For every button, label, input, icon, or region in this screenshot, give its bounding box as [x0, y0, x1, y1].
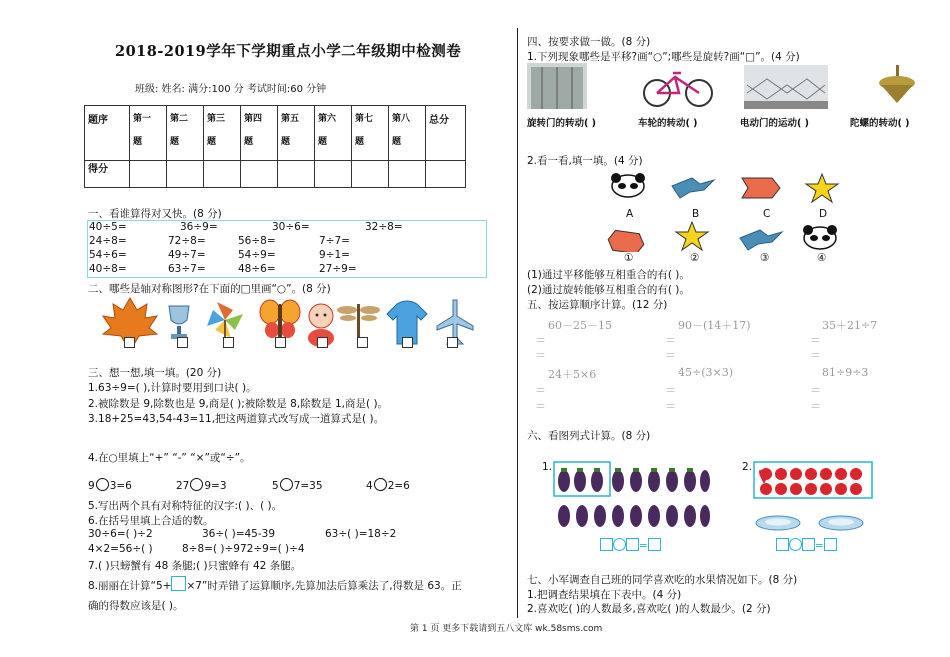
figure-label: C: [763, 208, 771, 220]
butterfly-icon: [260, 300, 300, 338]
calc-item: 40÷8=: [89, 263, 127, 275]
calc-item: 7÷7=: [319, 235, 350, 247]
calc-item: 72÷8=: [168, 235, 206, 247]
electric-gate-icon: [744, 65, 828, 109]
fill-item: 63÷( )=18÷2: [325, 528, 397, 540]
page-footer: 第 1 页 更多下载请到五八文库 wk.58sms.com: [410, 624, 603, 634]
question-7-1: 1.把调查结果填在下表中。(4 分): [527, 589, 682, 601]
score-cell[interactable]: [241, 161, 278, 188]
eggplant-picture: [540, 450, 710, 534]
answer-box[interactable]: [317, 337, 328, 348]
calc-item: 54÷6=: [89, 249, 127, 261]
score-header-cell: 题序: [85, 106, 130, 161]
figure-label: ②: [690, 252, 700, 264]
order-expression: 60－25－15: [548, 319, 612, 332]
equals-sign: ＝: [810, 400, 821, 413]
equals-sign: ＝: [535, 384, 546, 397]
equals-sign: ＝: [665, 384, 676, 397]
figure-label: B: [692, 208, 700, 220]
score-header-cell: 第六 题: [315, 106, 352, 161]
bicycle-icon: [644, 73, 712, 106]
question-3-4: 4.在○里填上“+” “-” “×”或“÷”。: [88, 452, 251, 464]
strawberry-picture: [748, 456, 878, 536]
operator-row: 5 7=35: [272, 480, 323, 492]
question-3-7: 7.( )只螃蟹有 48 条腿;( )只蜜蜂有 42 条腿。: [88, 560, 302, 572]
figure-label: ③: [760, 252, 770, 264]
page-title: 2018-2019学年下学期重点小学二年级期中检测卷: [115, 43, 462, 60]
score-header-cell: 第四 题: [241, 106, 278, 161]
operator-circle[interactable]: [613, 538, 626, 551]
section5-heading: 五、按运算顺序计算。(12 分): [527, 299, 668, 311]
score-header-cell: 第一 题: [130, 106, 167, 161]
figure-label: D: [819, 208, 828, 220]
operator-circle[interactable]: [96, 478, 109, 491]
answer-box[interactable]: [626, 538, 639, 551]
answer-box[interactable]: [357, 337, 368, 348]
calc-item: 27÷9=: [319, 263, 357, 275]
calc-item: 30÷6=: [272, 221, 310, 233]
equals-sign: ＝: [665, 349, 676, 362]
score-cell[interactable]: [389, 161, 426, 188]
equals-sign: ＝: [665, 334, 676, 347]
section6-heading: 六、看图列式计算。(8 分): [527, 430, 651, 442]
calc-item: 40÷5=: [89, 221, 127, 233]
transform-figures: [600, 172, 850, 252]
score-cell[interactable]: [130, 161, 167, 188]
operator-circle[interactable]: [789, 538, 802, 551]
symmetry-figures: [95, 296, 485, 352]
answer-box[interactable]: [223, 337, 234, 348]
order-expression: 24＋5×6: [548, 368, 597, 381]
calc-item: 32÷8=: [365, 221, 403, 233]
calc-item: 36÷9=: [180, 221, 218, 233]
score-cell[interactable]: [352, 161, 389, 188]
answer-box[interactable]: [824, 538, 837, 551]
star-icon: [676, 222, 708, 250]
operator-row: 27 9=3: [176, 480, 227, 492]
score-table: [84, 105, 466, 188]
equals-sign: ＝: [810, 384, 821, 397]
motion-label: 陀螺的转动( ): [850, 118, 910, 129]
score-header-cell: 第三 题: [204, 106, 241, 161]
calc-item: 56÷8=: [238, 235, 276, 247]
score-cell[interactable]: [278, 161, 315, 188]
fill-translation: (1)通过平移能够互相重合的有( )。: [527, 269, 690, 281]
answer-box[interactable]: [648, 538, 661, 551]
trophy-icon: [169, 306, 189, 339]
section3-heading: 三、想一想,填一填。(20 分): [88, 367, 222, 379]
section2-heading: 二、哪些是轴对称图形?在下面的□里画“○”。(8 分): [88, 283, 331, 295]
operator-circle[interactable]: [190, 478, 203, 491]
motion-label: 旋转门的转动( ): [527, 118, 596, 129]
question-3-8-cont: 确的得数应该是( )。: [88, 600, 184, 612]
score-cell[interactable]: [167, 161, 204, 188]
bird-icon: [672, 178, 714, 198]
operator-circle[interactable]: [374, 478, 387, 491]
question-4-2: 2.看一看,填一填。(4 分): [527, 155, 643, 167]
equals-sign: ＝: [665, 400, 676, 413]
question-3-3: 3.18+25=43,54-43=11,把这两道算式改写成一道算式是( )。: [88, 413, 385, 425]
revolving-door-icon: [527, 63, 587, 109]
spinning-top-icon: [879, 65, 915, 103]
eggplant-icon: [558, 470, 710, 527]
figure-label: ④: [817, 252, 827, 264]
section7-heading: 七、小军调查自己班的同学喜欢吃的水果情况如下。(8 分): [527, 574, 798, 586]
question-3-8: 8.丽丽在计算“5+ ×7”时弄错了运算顺序,先算加法后算乘法了,得数是 63。正: [88, 576, 462, 593]
equals-sign: ＝: [535, 334, 546, 347]
equation-boxes-1: =: [600, 538, 661, 552]
calc-item: 48÷6=: [238, 263, 276, 275]
equation-boxes-2: =: [776, 538, 837, 552]
calc-item: 49÷7=: [168, 249, 206, 261]
equals-sign: ＝: [810, 334, 821, 347]
fill-item: 8÷8=( )÷972÷9=( )÷4: [182, 543, 305, 555]
answer-box[interactable]: [402, 337, 413, 348]
motion-label: 车轮的转动( ): [638, 118, 698, 129]
panda-icon: [611, 173, 645, 197]
fill-rotation: (2)通过旋转能够互相重合的有( )。: [527, 284, 690, 296]
problem-number: 2.: [742, 461, 753, 473]
operator-row: 9 3=6: [88, 480, 132, 492]
panda-icon: [803, 225, 837, 249]
bird-icon: [740, 230, 782, 250]
question-3-1: 1.63÷9=( ),计算时要用到口诀( )。: [88, 382, 257, 394]
calc-item: 9÷1=: [319, 249, 350, 261]
score-header-cell: 第五 题: [278, 106, 315, 161]
order-expression: 45÷(3×3): [678, 366, 734, 379]
equals-sign: ＝: [535, 400, 546, 413]
score-header-cell: 第七 题: [352, 106, 389, 161]
figure-label: A: [626, 208, 634, 220]
calc-item: 24÷8=: [89, 235, 127, 247]
section1-heading: 一、看谁算得对又快。(8 分): [88, 208, 222, 220]
section4-heading: 四、按要求做一做。(8 分): [527, 36, 651, 48]
answer-box[interactable]: [802, 538, 815, 551]
order-expression: 90－(14＋17): [678, 319, 751, 332]
pentagon-rotated-icon: [607, 230, 645, 252]
operator-row: 4 2=6: [366, 480, 410, 492]
question-4-1: 1.下列现象哪些是平移?画“○”;哪些是旋转?画“□”。(4 分): [527, 51, 800, 63]
score-cell[interactable]: [315, 161, 352, 188]
score-row-label: 得分: [85, 161, 130, 188]
order-expression: 35＋21÷7: [822, 319, 878, 332]
problem-number: 1.: [542, 461, 553, 473]
star-icon: [806, 174, 838, 202]
score-cell[interactable]: [426, 161, 466, 188]
pentagon-icon: [742, 178, 780, 198]
answer-box[interactable]: [600, 538, 613, 551]
fill-item: 30÷6=( )÷2: [88, 528, 153, 540]
motion-pictures: [527, 63, 937, 111]
fill-item: 4×2=56÷( ): [88, 543, 153, 555]
calc-item: 54÷9=: [238, 249, 276, 261]
answer-box[interactable]: [275, 337, 286, 348]
question-3-2: 2.被除数是 9,除数也是 9,商是( );被除数是 8,除数是 1,商是( )。: [88, 398, 389, 410]
order-expression: 81÷9÷3: [822, 366, 869, 379]
answer-box[interactable]: [171, 576, 186, 591]
exam-info: 班级: 姓名: 满分:100 分 考试时间:60 分钟: [135, 84, 327, 95]
operator-circle[interactable]: [280, 478, 293, 491]
answer-box[interactable]: [776, 538, 789, 551]
answer-box[interactable]: [124, 337, 135, 348]
answer-box[interactable]: [447, 337, 458, 348]
equals-sign: ＝: [535, 349, 546, 362]
score-header-cell: 第八 题: [389, 106, 426, 161]
figure-label: ①: [624, 252, 634, 264]
calc-item: 63÷7=: [168, 263, 206, 275]
fill-item: 36÷( )=45-39: [202, 528, 275, 540]
column-divider: [517, 28, 518, 618]
score-header-cell: 总分: [426, 106, 466, 161]
score-cell[interactable]: [204, 161, 241, 188]
motion-label: 电动门的运动( ): [740, 118, 809, 129]
equals-sign: ＝: [810, 349, 821, 362]
answer-box[interactable]: [177, 337, 188, 348]
strawberry-icon: [759, 468, 862, 495]
question-7-2: 2.喜欢吃( )的人数最多,喜欢吃( )的人数最少。(2 分): [527, 603, 771, 615]
question-3-6: 6.在括号里填上合适的数。: [88, 515, 214, 527]
question-3-5: 5.写出两个具有对称特征的汉字:( )、( )。: [88, 500, 283, 512]
score-header-cell: 第二 题: [167, 106, 204, 161]
